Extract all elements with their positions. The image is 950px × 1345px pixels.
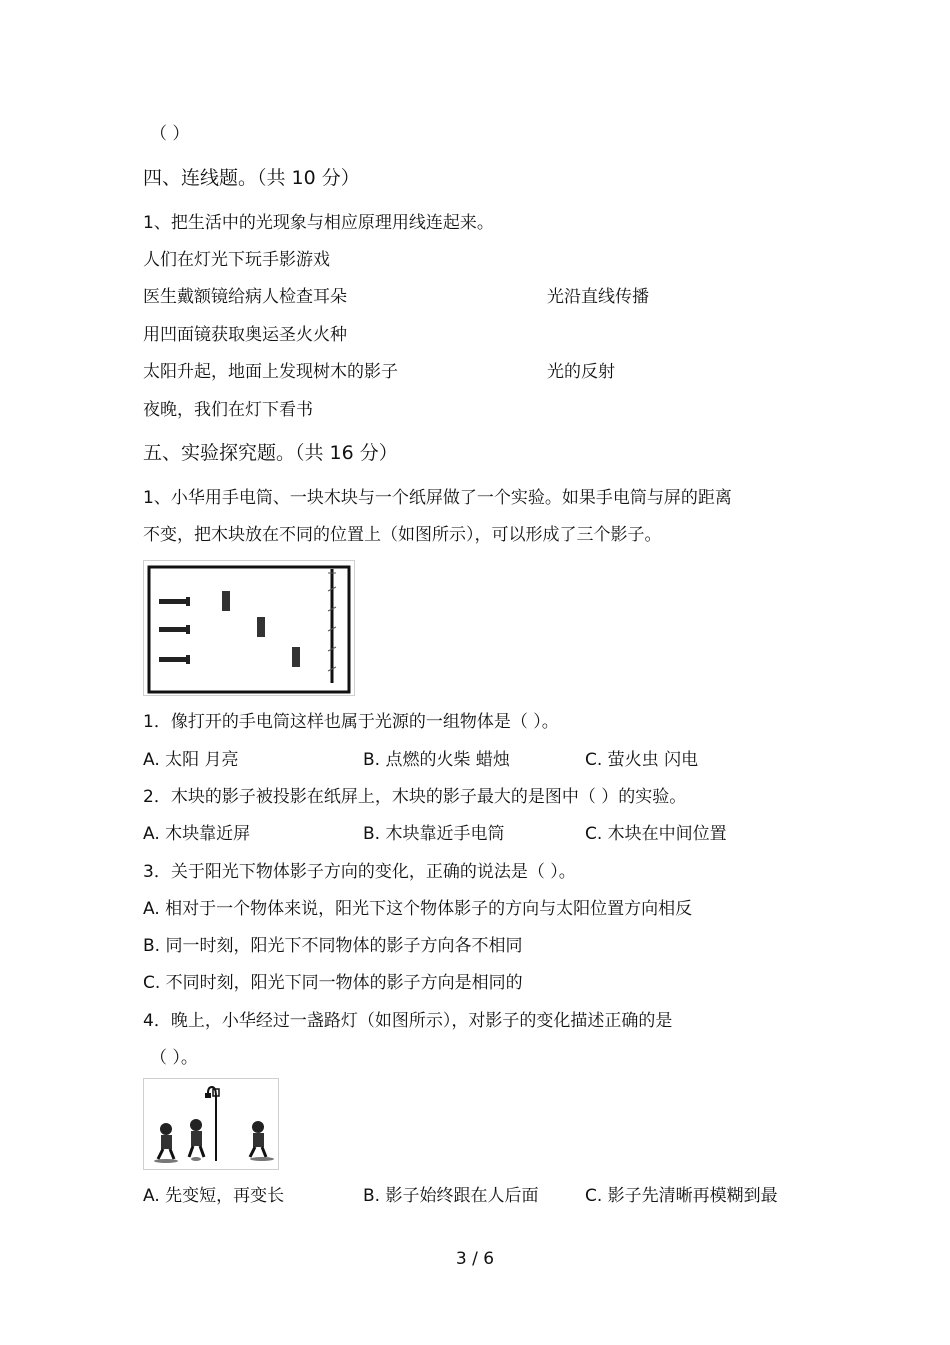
wood-block-icon bbox=[292, 647, 300, 667]
phenomenon-5: 夜晚，我们在灯下看书 bbox=[143, 400, 313, 420]
wood-block-icon bbox=[257, 617, 265, 637]
section-4-title: 四、连线题。（共 10 分） bbox=[143, 167, 360, 189]
street-lamp-figure bbox=[143, 1078, 279, 1170]
question-4-stem: 4．晚上，小华经过一盏路灯（如图所示），对影子的变化描述正确的是 bbox=[143, 1011, 673, 1031]
phenomenon-2: 医生戴额镜给病人检查耳朵 bbox=[143, 287, 347, 307]
paper-screen-icon bbox=[328, 569, 336, 683]
person-walking-icon bbox=[250, 1121, 274, 1161]
phenomenon-3: 用凹面镜获取奥运圣火火种 bbox=[143, 325, 347, 345]
flashlight-icon bbox=[159, 657, 189, 662]
answer-blank: （ ） bbox=[150, 124, 190, 144]
principle-1: 光沿直线传播 bbox=[547, 287, 649, 307]
question-3-option-c: C. 不同时刻，阳光下同一物体的影子方向是相同的 bbox=[143, 973, 523, 993]
phenomenon-4: 太阳升起，地面上发现树木的影子 bbox=[143, 362, 398, 382]
principle-2: 光的反射 bbox=[547, 362, 615, 382]
question-1-option-c: C. 萤火虫 闪电 bbox=[585, 750, 699, 770]
flashlight-experiment-figure bbox=[143, 560, 355, 696]
person-walking-icon bbox=[154, 1123, 178, 1163]
wood-block-icon bbox=[222, 591, 230, 611]
question-2-option-a: A. 木块靠近屏 bbox=[143, 824, 251, 844]
page-number: 3 / 6 bbox=[455, 1249, 495, 1269]
street-lamp-icon bbox=[205, 1087, 219, 1161]
question-1-option-b: B. 点燃的火柴 蜡烛 bbox=[363, 750, 510, 770]
question-2-stem: 2．木块的影子被投影在纸屏上，木块的影子最大的是图中（ ）的实验。 bbox=[143, 787, 687, 807]
flashlight-icon bbox=[159, 627, 189, 632]
question-3-option-a: A. 相对于一个物体来说，阳光下这个物体影子的方向与太阳位置方向相反 bbox=[143, 899, 693, 919]
question-2-option-b: B. 木块靠近手电筒 bbox=[363, 824, 505, 844]
experiment-intro-line-1: 1、小华用手电筒、一块木块与一个纸屏做了一个实验。如果手电筒与屏的距离 bbox=[143, 488, 732, 508]
question-2-option-c: C. 木块在中间位置 bbox=[585, 824, 727, 844]
question-1-stem: 1．像打开的手电筒这样也属于光源的一组物体是（ ）。 bbox=[143, 712, 559, 732]
person-walking-icon bbox=[189, 1119, 204, 1161]
flashlight-icon bbox=[159, 599, 189, 604]
question-4-blank: （ ）。 bbox=[150, 1048, 198, 1068]
street-lamp-drawing bbox=[144, 1079, 278, 1169]
question-1-option-a: A. 太阳 月亮 bbox=[143, 750, 239, 770]
section-5-title: 五、实验探究题。（共 16 分） bbox=[143, 442, 398, 464]
question-4-option-b: B. 影子始终跟在人后面 bbox=[363, 1186, 539, 1206]
question-3-option-b: B. 同一时刻，阳光下不同物体的影子方向各不相同 bbox=[143, 936, 523, 956]
question-3-stem: 3．关于阳光下物体影子方向的变化，正确的说法是（ ）。 bbox=[143, 862, 576, 882]
matching-instruction: 1、把生活中的光现象与相应原理用线连起来。 bbox=[143, 213, 494, 233]
experiment-intro-line-2: 不变，把木块放在不同的位置上（如图所示），可以形成了三个影子。 bbox=[143, 525, 662, 545]
phenomenon-1: 人们在灯光下玩手影游戏 bbox=[143, 250, 330, 270]
question-4-option-c: C. 影子先清晰再模糊到最 bbox=[585, 1186, 778, 1206]
question-4-option-a: A. 先变短，再变长 bbox=[143, 1186, 285, 1206]
flashlight-experiment-drawing bbox=[144, 561, 354, 695]
